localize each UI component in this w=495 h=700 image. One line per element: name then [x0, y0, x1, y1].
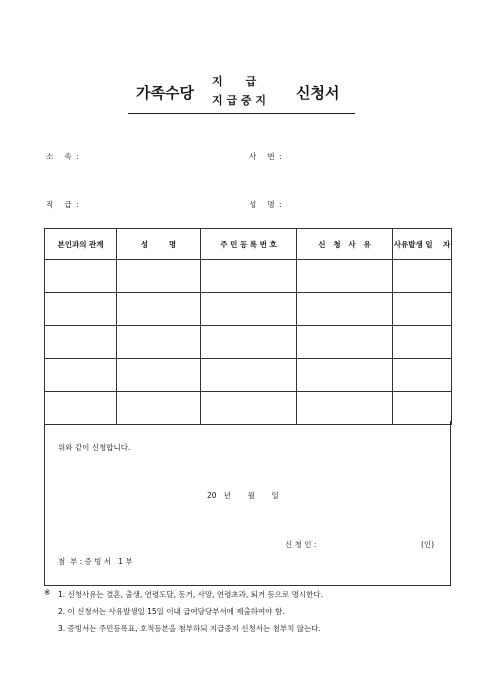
note-item: 2. 이 신청서는 사유발생일 15일 이내 급여담당부서에 제출하여야 함.: [58, 607, 285, 616]
table-cell[interactable]: [201, 392, 297, 425]
note-item: 3. 증빙서는 주민등록표, 호적등본을 첨부하되 지급중지 신청서는 첨부치 않는다.: [58, 624, 321, 633]
table-cell[interactable]: [393, 392, 452, 425]
employee-no-label: 사 번 :: [249, 152, 283, 161]
header-date: 사유발생 일 자: [393, 229, 452, 260]
table-cell[interactable]: [393, 326, 452, 359]
table-cell[interactable]: [297, 260, 393, 293]
table-row: [45, 359, 452, 392]
table-cell[interactable]: [117, 293, 201, 326]
title-right: 신청서: [296, 84, 340, 102]
table-cell[interactable]: [201, 359, 297, 392]
application-date: 20 년 월 일: [207, 491, 279, 500]
table-cell[interactable]: [297, 392, 393, 425]
table-cell[interactable]: [393, 359, 452, 392]
title-option-pay: 지 급: [212, 75, 257, 88]
family-table: [44, 228, 452, 425]
table-cell[interactable]: [201, 326, 297, 359]
header-relation: 본인과의 관계: [45, 229, 117, 260]
table-row: [45, 392, 452, 425]
table-cell[interactable]: [45, 392, 117, 425]
table-row: [45, 326, 452, 359]
note-mark: ※: [44, 588, 51, 597]
table-cell[interactable]: [45, 326, 117, 359]
table-cell[interactable]: [45, 293, 117, 326]
table-cell[interactable]: [297, 326, 393, 359]
table-cell[interactable]: [117, 326, 201, 359]
table-cell[interactable]: [45, 260, 117, 293]
seal-mark: (인): [421, 540, 435, 549]
table-cell[interactable]: [201, 260, 297, 293]
attachment-line: 첨 부 : 증 빙 서 1 부: [58, 557, 133, 566]
name-label: 성 명 :: [249, 200, 283, 209]
table-row: [45, 260, 452, 293]
title-underline: [128, 113, 355, 114]
header-resident-no: 주 민 등 록 번 호: [201, 229, 297, 260]
table-cell[interactable]: [117, 260, 201, 293]
department-label: 소 속 :: [46, 152, 80, 161]
table-cell[interactable]: [45, 359, 117, 392]
application-box: [44, 421, 451, 586]
application-statement: 위와 같이 신청합니다.: [58, 443, 131, 452]
table-cell[interactable]: [393, 293, 452, 326]
position-label: 직 급 :: [46, 200, 80, 209]
table-header-row: [45, 229, 452, 260]
table-cell[interactable]: [117, 392, 201, 425]
table-cell[interactable]: [297, 293, 393, 326]
note-item: 1. 신청사유는 결혼, 출생, 연령도달, 동거, 사망, 연령초과, 퇴거 등으로 명시한다.: [58, 590, 324, 599]
applicant-label: 신 청 인 :: [285, 540, 317, 549]
header-reason: 신 청 사 유: [297, 229, 393, 260]
title-option-stop: 지 급 중 지: [212, 94, 266, 107]
table-cell[interactable]: [117, 359, 201, 392]
table-row: [45, 293, 452, 326]
table-cell[interactable]: [201, 293, 297, 326]
header-name: 성 명: [117, 229, 201, 260]
title-left: 가족수당: [136, 84, 194, 102]
table-cell[interactable]: [297, 359, 393, 392]
table-cell[interactable]: [393, 260, 452, 293]
